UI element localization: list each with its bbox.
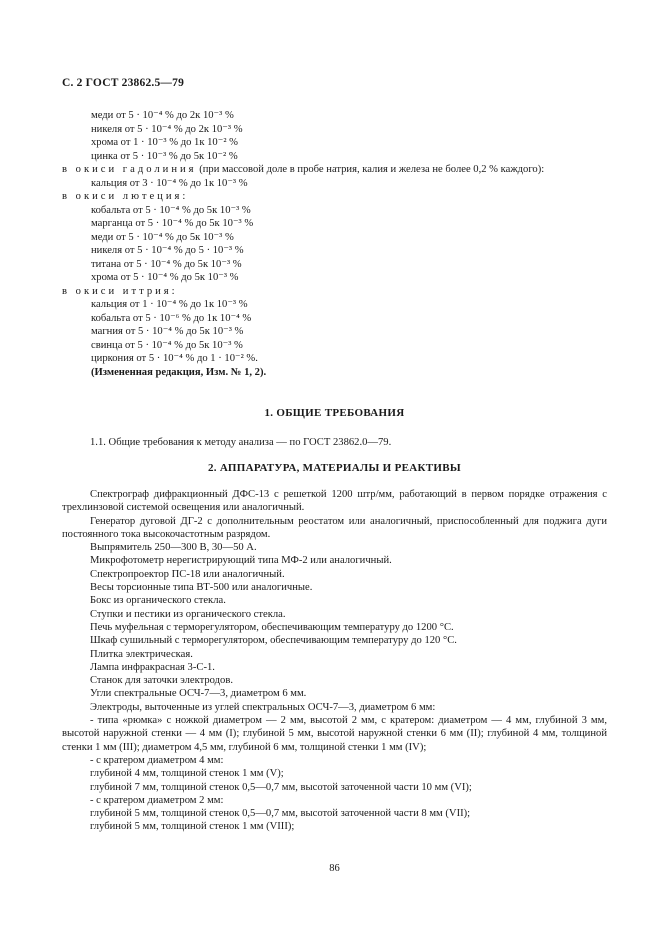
page-number: 86 xyxy=(329,863,340,874)
section-2-body xyxy=(62,488,607,834)
list-item: кальция от 1 · 10⁻⁴ % до 1к 10⁻³ % xyxy=(91,299,248,310)
list-item: титана от 5 · 10⁻⁴ % до 5к 10⁻³ % xyxy=(91,258,242,270)
paragraph: Микрофотометр нерегистрирующий типа МФ-2 или аналогичный. xyxy=(90,555,392,567)
paragraph: Весы торсионные типа ВТ-500 или аналогичные. xyxy=(90,582,313,594)
list-item: хрома от 1 · 10⁻³ % до 1к 10⁻² % xyxy=(91,137,238,148)
paragraph: - с кратером диаметром 2 мм: xyxy=(90,794,224,806)
list-item: меди от 5 · 10⁻⁴ % до 5к 10⁻³ % xyxy=(91,231,234,243)
paragraph: Лампа инфракрасная 3-С-1. xyxy=(90,661,215,673)
list-item: в окиси иттрия: xyxy=(62,285,178,297)
paragraph: Спектрограф дифракционный ДФС-13 с решеткой 1200 штр/мм, работающий в первом порядке отражения с трехлинзовой системой освещения или аналогичный. xyxy=(62,489,607,514)
list-item: кобальта от 5 · 10⁻⁶ % до 1к 10⁻⁴ % xyxy=(91,312,252,324)
list-item: никеля от 5 · 10⁻⁴ % до 5 · 10⁻³ % xyxy=(91,245,244,256)
list-item: кальция от 3 · 10⁻⁴ % до 1к 10⁻³ % xyxy=(91,177,248,189)
paragraph: Генератор дуговой ДГ-2 с дополнительным реостатом или аналогичный, приспособленный для поджига дуги постоянного тока высокочастотным разрядом. xyxy=(62,515,607,540)
section-1-title: 1. ОБЩИЕ ТРЕБОВАНИЯ xyxy=(264,407,405,419)
paragraph: Электроды, выточенные из углей спектральных ОСЧ-7—3, диаметром 6 мм: xyxy=(90,701,436,713)
list-item: свинца от 5 · 10⁻⁴ % до 5к 10⁻³ % xyxy=(91,339,243,351)
section-1-body xyxy=(62,436,607,449)
paragraph: Ступки и пестики из органического стекла. xyxy=(90,608,286,620)
list-item: магния от 5 · 10⁻⁴ % до 5к 10⁻³ % xyxy=(91,326,244,337)
list-item: никеля от 5 · 10⁻⁴ % до 2к 10⁻³ % xyxy=(91,123,243,135)
paragraph: Спектропроектор ПС-18 или аналогичный. xyxy=(90,568,285,580)
list-item: цинка от 5 · 10⁻³ % до 5к 10⁻² % xyxy=(91,150,238,162)
paragraph: Станок для заточки электродов. xyxy=(90,675,233,687)
page-header: С. 2 ГОСТ 23862.5—79 xyxy=(62,77,185,89)
list-item: (Измененная редакция, Изм. № 1, 2). xyxy=(91,366,267,378)
paragraph: Шкаф сушильный с терморегулятором, обеспечивающим температуру до 120 °С. xyxy=(90,635,457,647)
paragraph: Плитка электрическая. xyxy=(90,648,193,660)
paragraph: Угли спектральные ОСЧ-7—3, диаметром 6 мм. xyxy=(90,688,307,700)
list-item: циркония от 5 · 10⁻⁴ % до 1 · 10⁻² %. xyxy=(91,353,258,364)
paragraph: глубиной 5 мм, толщиной стенок 1 мм (VIII); xyxy=(90,821,295,833)
section-2-title: 2. АППАРАТУРА, МАТЕРИАЛЫ И РЕАКТИВЫ xyxy=(208,462,461,474)
paragraph: - типа «рюмка» с ножкой диаметром — 2 мм, высотой 2 мм, с кратером: диаметром — 4 мм, глубиной 3 мм, высотой наружной стенки — 4 мм (I); глубиной 5 мм, высотой наружной стенки 6 мм (II); глубиной 4 мм, толщиной стенки 1 мм (III); диаметром 4,5 мм, глубиной 6 мм, толщиной стенки 1 мм (IV); xyxy=(62,715,607,753)
list-item: хрома от 5 · 10⁻⁴ % до 5к 10⁻³ % xyxy=(91,272,239,283)
section-1-paragraph: 1.1. Общие требования к методу анализа — по ГОСТ 23862.0—79. xyxy=(90,437,392,448)
paragraph: глубиной 5 мм, толщиной стенок 0,5—0,7 мм, высотой заточенной части 8 мм (VII); xyxy=(90,808,471,820)
paragraph: Печь муфельная с терморегулятором, обеспечивающим температуру до 1200 °С. xyxy=(90,621,454,633)
paragraph: Выпрямитель 250—300 В, 30—50 А. xyxy=(90,542,257,554)
paragraph: глубиной 7 мм, толщиной стенок 0,5—0,7 мм, высотой заточенной части 10 мм (VI); xyxy=(90,781,472,793)
paragraph: глубиной 4 мм, толщиной стенок 1 мм (V); xyxy=(90,768,284,780)
list-item: в окиси гадолиния (при массовой доле в пробе натрия, калия и железа не более 0,2 % каждого): xyxy=(62,164,545,175)
list-item: в окиси лютеция: xyxy=(62,191,189,202)
list-item: меди от 5 · 10⁻⁴ % до 2к 10⁻³ % xyxy=(91,110,234,121)
paragraph: Бокс из органического стекла. xyxy=(90,595,226,607)
list-item: марганца от 5 · 10⁻⁴ % до 5к 10⁻³ % xyxy=(91,218,254,229)
impurity-ranges-list xyxy=(62,109,607,379)
list-item: кобальта от 5 · 10⁻⁴ % до 5к 10⁻³ % xyxy=(91,204,251,216)
paragraph: - с кратером диаметром 4 мм: xyxy=(90,754,224,766)
